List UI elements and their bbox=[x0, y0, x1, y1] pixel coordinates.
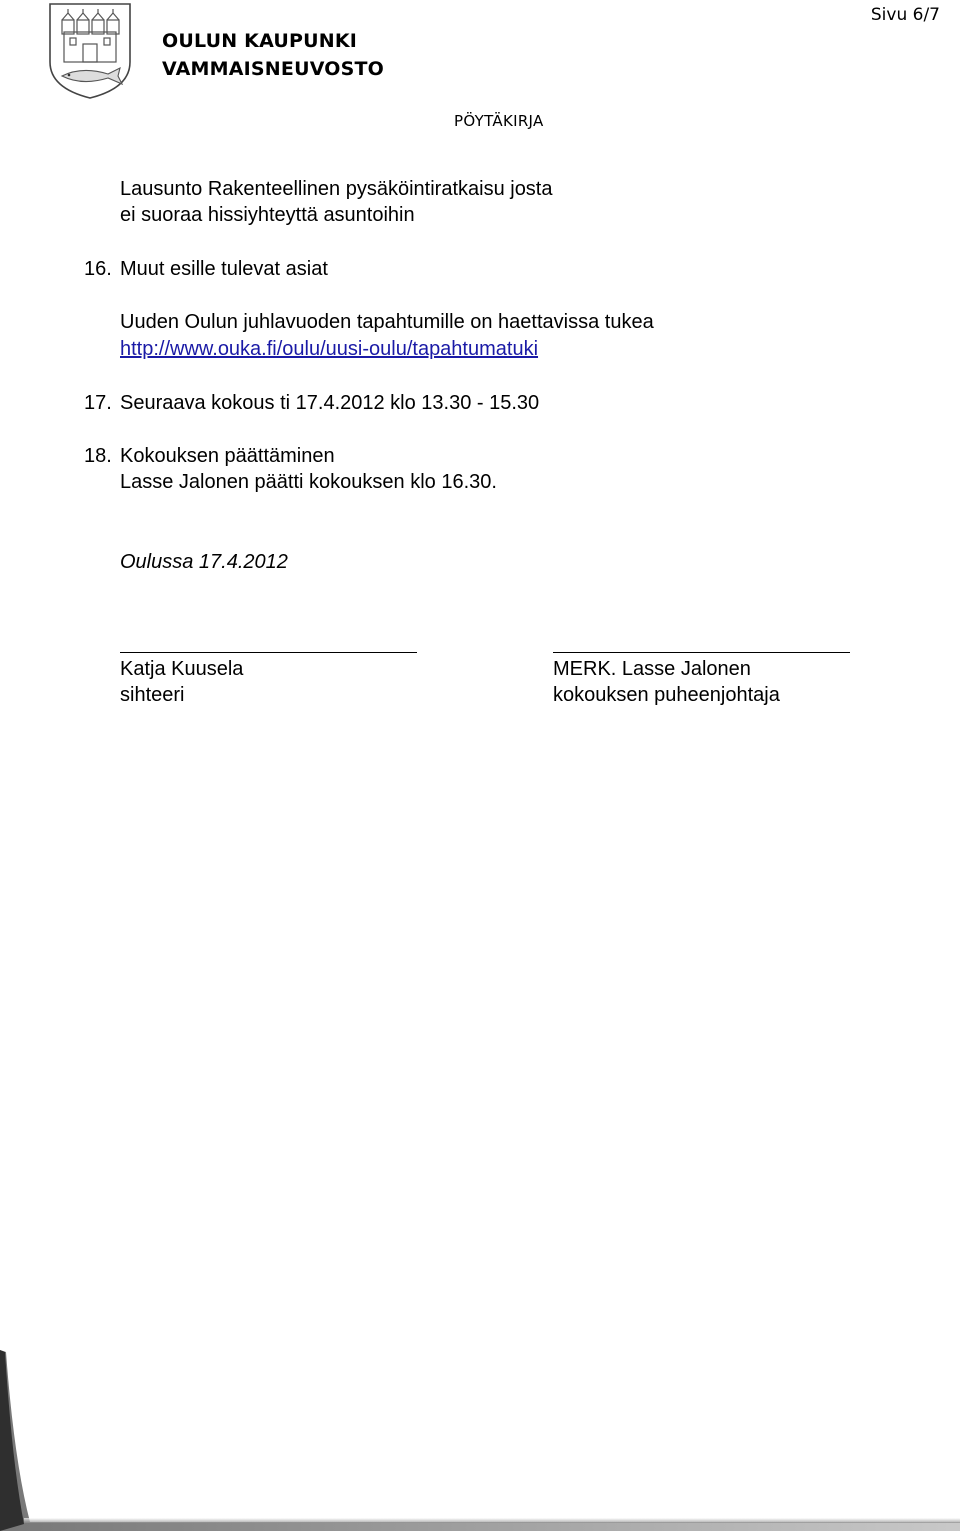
tapahtumatuki-link[interactable]: http://www.ouka.fi/oulu/uusi-oulu/tapahtumatuki bbox=[120, 338, 539, 360]
signatory-left-name: Katja Kuusela bbox=[120, 658, 244, 680]
signature-line-left bbox=[120, 652, 417, 653]
signatory-right-role: kokouksen puheenjohtaja bbox=[553, 684, 780, 706]
page-number: Sivu 6/7 bbox=[870, 5, 940, 25]
item-title: Seuraava kokous ti 17.4.2012 klo 13.30 - 15.30 bbox=[120, 392, 540, 414]
organization-name-line2: VAMMAISNEUVOSTO bbox=[162, 58, 385, 80]
oulu-coat-of-arms-icon bbox=[48, 2, 132, 100]
signature-line-right bbox=[553, 652, 850, 653]
item-title: Kokouksen päättäminen bbox=[120, 445, 335, 467]
statement-line1: Lausunto Rakenteellinen pysäköintiratkaisu josta bbox=[120, 178, 553, 200]
item-number: 18. bbox=[84, 445, 112, 467]
item-number: 16. bbox=[84, 258, 112, 280]
signatory-left-role: sihteeri bbox=[120, 684, 185, 706]
item-text: Uuden Oulun juhlavuoden tapahtumille on haettavissa tukea bbox=[120, 311, 654, 333]
document-type: PÖYTÄKIRJA bbox=[454, 112, 544, 130]
item-text: Lasse Jalonen päätti kokouksen klo 16.30. bbox=[120, 471, 497, 493]
item-number: 17. bbox=[84, 392, 112, 414]
signatory-right-name: MERK. Lasse Jalonen bbox=[553, 658, 751, 680]
place-date: Oulussa 17.4.2012 bbox=[120, 551, 288, 573]
organization-name-line1: OULUN KAUPUNKI bbox=[162, 30, 358, 52]
statement-line2: ei suoraa hissiyhteyttä asuntoihin bbox=[120, 204, 415, 226]
page-shadow bbox=[0, 1340, 960, 1531]
item-title: Muut esille tulevat asiat bbox=[120, 258, 328, 280]
